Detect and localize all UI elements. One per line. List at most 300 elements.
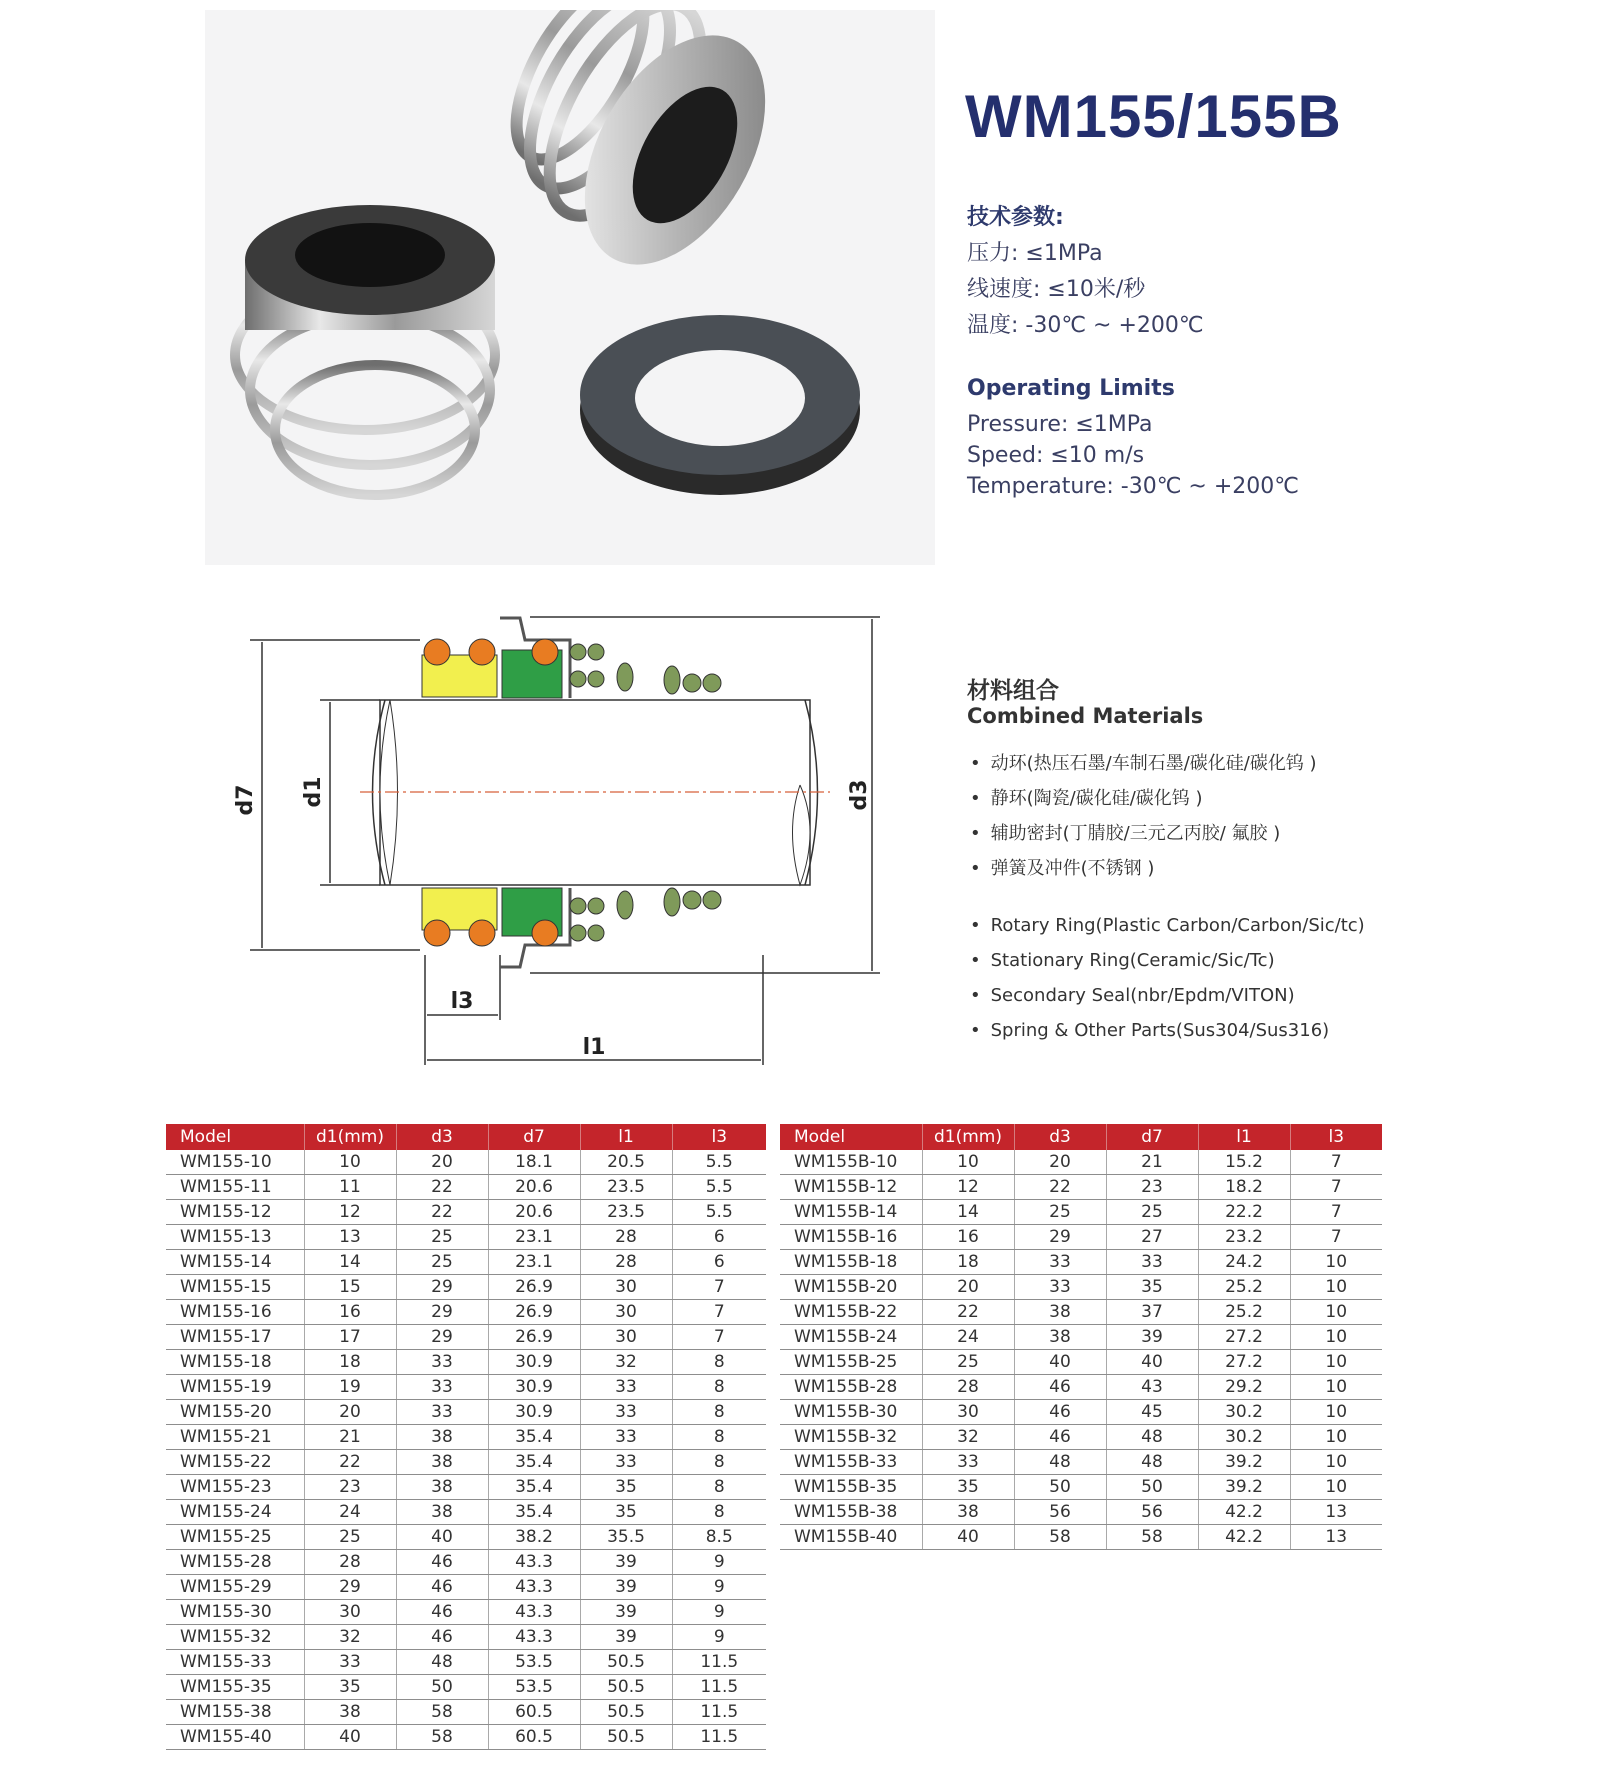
value-cell: 22 [396,1200,488,1225]
value-cell: 35 [304,1675,396,1700]
tech-params-heading: 技术参数: [967,205,1064,230]
value-cell: 25 [396,1225,488,1250]
table-row [780,1325,1382,1350]
value-cell: 33 [580,1375,672,1400]
value-cell: 10 [1290,1325,1382,1350]
model-cell: WM155B-20 [780,1275,922,1300]
model-cell: WM155-35 [166,1675,304,1700]
value-cell: 10 [1290,1275,1382,1300]
value-cell: 30.2 [1198,1425,1290,1450]
model-cell: WM155B-25 [780,1350,922,1375]
material-item: • Stationary Ring(Ceramic/Sic/Tc) [970,943,1365,978]
value-cell: 25 [304,1525,396,1550]
column-header: Model [780,1124,922,1150]
value-cell: 26.9 [488,1275,580,1300]
value-cell: 20.6 [488,1200,580,1225]
value-cell: 50.5 [580,1725,672,1750]
model-cell: WM155B-24 [780,1325,922,1350]
column-header: l1 [580,1124,672,1150]
material-item: • Secondary Seal(nbr/Epdm/VITON) [970,978,1365,1013]
value-cell: 25 [922,1350,1014,1375]
value-cell: 23 [1106,1175,1198,1200]
value-cell: 25.2 [1198,1275,1290,1300]
table-row [166,1675,766,1700]
table-row [780,1375,1382,1400]
value-cell: 26.9 [488,1325,580,1350]
table-row [166,1450,766,1475]
value-cell: 38 [396,1475,488,1500]
value-cell: 24 [304,1500,396,1525]
value-cell: 19 [304,1375,396,1400]
value-cell: 22 [1014,1175,1106,1200]
value-cell: 7 [672,1300,766,1325]
table-row [166,1550,766,1575]
table-row [166,1725,766,1750]
value-cell: 23.2 [1198,1225,1290,1250]
value-cell: 7 [672,1275,766,1300]
value-cell: 8 [672,1475,766,1500]
value-cell: 33 [1014,1250,1106,1275]
model-cell: WM155-21 [166,1425,304,1450]
value-cell: 28 [580,1250,672,1275]
label-l1: l1 [582,1035,606,1060]
value-cell: 10 [1290,1350,1382,1375]
table-row [166,1350,766,1375]
value-cell: 12 [922,1175,1014,1200]
model-cell: WM155B-28 [780,1375,922,1400]
model-cell: WM155B-33 [780,1450,922,1475]
table-row [780,1450,1382,1475]
table-row [166,1300,766,1325]
value-cell: 22 [396,1175,488,1200]
table-row [166,1275,766,1300]
value-cell: 39 [580,1600,672,1625]
stationary-head-photo [235,205,495,495]
table-row [166,1475,766,1500]
value-cell: 33 [580,1400,672,1425]
value-cell: 38 [1014,1300,1106,1325]
value-cell: 30 [922,1400,1014,1425]
seal-bottom-half [422,888,721,967]
value-cell: 40 [396,1525,488,1550]
value-cell: 14 [922,1200,1014,1225]
table-row [166,1600,766,1625]
value-cell: 46 [1014,1375,1106,1400]
value-cell: 43 [1106,1375,1198,1400]
value-cell: 10 [1290,1475,1382,1500]
value-cell: 33 [1014,1275,1106,1300]
value-cell: 24.2 [1198,1250,1290,1275]
value-cell: 6 [672,1250,766,1275]
value-cell: 40 [1014,1350,1106,1375]
value-cell: 29 [1014,1225,1106,1250]
model-cell: WM155-22 [166,1450,304,1475]
value-cell: 50 [1014,1475,1106,1500]
model-cell: WM155B-32 [780,1425,922,1450]
model-cell: WM155B-22 [780,1300,922,1325]
value-cell: 45 [1106,1400,1198,1425]
value-cell: 42.2 [1198,1500,1290,1525]
value-cell: 8 [672,1375,766,1400]
value-cell: 38 [396,1425,488,1450]
label-d7: d7 [233,784,258,816]
value-cell: 43.3 [488,1625,580,1650]
table-row [780,1475,1382,1500]
model-cell: WM155-29 [166,1575,304,1600]
column-header: l3 [672,1124,766,1150]
column-header: Model [166,1124,304,1150]
value-cell: 38 [1014,1325,1106,1350]
value-cell: 50.5 [580,1675,672,1700]
value-cell: 30 [580,1300,672,1325]
value-cell: 39 [580,1550,672,1575]
value-cell: 53.5 [488,1675,580,1700]
value-cell: 20 [1014,1150,1106,1175]
value-cell: 11.5 [672,1725,766,1750]
value-cell: 9 [672,1600,766,1625]
model-cell: WM155B-16 [780,1225,922,1250]
column-header: d1(mm) [922,1124,1014,1150]
value-cell: 18 [922,1250,1014,1275]
value-cell: 10 [1290,1450,1382,1475]
model-cell: WM155-16 [166,1300,304,1325]
table-row [166,1225,766,1250]
value-cell: 17 [304,1325,396,1350]
table-row [166,1425,766,1450]
model-cell: WM155B-30 [780,1400,922,1425]
materials-heading-cn: 材料组合 [967,678,1059,704]
label-l3: l3 [450,989,474,1014]
value-cell: 7 [1290,1150,1382,1175]
model-cell: WM155-38 [166,1700,304,1725]
value-cell: 16 [304,1300,396,1325]
value-cell: 18.1 [488,1150,580,1175]
value-cell: 10 [1290,1250,1382,1275]
label-d3: d3 [847,779,872,811]
model-cell: WM155-18 [166,1350,304,1375]
value-cell: 35.4 [488,1450,580,1475]
value-cell: 48 [1106,1450,1198,1475]
value-cell: 37 [1106,1300,1198,1325]
value-cell: 39.2 [1198,1450,1290,1475]
model-cell: WM155-32 [166,1625,304,1650]
wm155b-spec-table [780,1124,1382,1550]
value-cell: 8 [672,1400,766,1425]
model-cell: WM155-15 [166,1275,304,1300]
wm155-spec-table [166,1124,766,1750]
material-item: • 弹簧及冲件(不锈钢 ) [970,851,1317,886]
value-cell: 35 [580,1475,672,1500]
model-cell: WM155-40 [166,1725,304,1750]
model-cell: WM155-20 [166,1400,304,1425]
operating-limit-line: Pressure: ≤1MPa [967,412,1153,437]
table-row [780,1275,1382,1300]
value-cell: 8 [672,1425,766,1450]
value-cell: 15 [304,1275,396,1300]
value-cell: 42.2 [1198,1525,1290,1550]
value-cell: 25 [396,1250,488,1275]
value-cell: 15.2 [1198,1150,1290,1175]
value-cell: 7 [1290,1175,1382,1200]
value-cell: 30.9 [488,1350,580,1375]
value-cell: 50.5 [580,1650,672,1675]
value-cell: 16 [922,1225,1014,1250]
value-cell: 35 [580,1500,672,1525]
table-row [780,1175,1382,1200]
model-cell: WM155-11 [166,1175,304,1200]
materials-heading-en: Combined Materials [967,704,1204,728]
value-cell: 58 [396,1700,488,1725]
seal-cross-section-diagram [180,600,900,1080]
seal-photo-illustration [205,10,935,565]
model-cell: WM155B-12 [780,1175,922,1200]
value-cell: 10 [304,1150,396,1175]
table-row [780,1250,1382,1275]
value-cell: 28 [304,1550,396,1575]
table-row [166,1625,766,1650]
value-cell: 8 [672,1450,766,1475]
table-row [166,1325,766,1350]
value-cell: 7 [672,1325,766,1350]
value-cell: 12 [304,1200,396,1225]
value-cell: 35 [922,1475,1014,1500]
column-header: l1 [1198,1124,1290,1150]
table-row [166,1700,766,1725]
value-cell: 38 [922,1500,1014,1525]
operating-limit-line: Temperature: -30℃ ~ +200℃ [967,474,1299,499]
material-item: • Rotary Ring(Plastic Carbon/Carbon/Sic/tc) [970,908,1365,943]
value-cell: 40 [1106,1350,1198,1375]
value-cell: 30.9 [488,1400,580,1425]
value-cell: 46 [396,1550,488,1575]
value-cell: 18 [304,1350,396,1375]
value-cell: 14 [304,1250,396,1275]
material-item: • 静环(陶瓷/碳化硅/碳化钨 ) [970,781,1317,816]
value-cell: 10 [1290,1400,1382,1425]
value-cell: 27.2 [1198,1325,1290,1350]
value-cell: 23.1 [488,1250,580,1275]
value-cell: 20.6 [488,1175,580,1200]
value-cell: 20 [922,1275,1014,1300]
model-cell: WM155-17 [166,1325,304,1350]
value-cell: 10 [922,1150,1014,1175]
value-cell: 32 [580,1350,672,1375]
table-row [166,1400,766,1425]
value-cell: 56 [1106,1500,1198,1525]
value-cell: 33 [396,1400,488,1425]
table-row [166,1175,766,1200]
value-cell: 10 [1290,1425,1382,1450]
model-cell: WM155-25 [166,1525,304,1550]
table-row [166,1650,766,1675]
value-cell: 35 [1106,1275,1198,1300]
table-row [780,1500,1382,1525]
table-header-row [780,1124,1382,1150]
table-row [780,1525,1382,1550]
operating-limits-heading: Operating Limits [967,376,1175,401]
model-cell: WM155-28 [166,1550,304,1575]
tech-param-line: 温度: -30℃ ~ +200℃ [967,313,1204,338]
table-row [166,1575,766,1600]
model-cell: WM155B-35 [780,1475,922,1500]
value-cell: 30 [580,1325,672,1350]
value-cell: 38 [396,1500,488,1525]
value-cell: 46 [396,1575,488,1600]
model-cell: WM155B-38 [780,1500,922,1525]
value-cell: 33 [580,1425,672,1450]
value-cell: 46 [1014,1425,1106,1450]
value-cell: 58 [396,1725,488,1750]
value-cell: 33 [396,1375,488,1400]
value-cell: 35.5 [580,1525,672,1550]
value-cell: 48 [1106,1425,1198,1450]
value-cell: 13 [1290,1500,1382,1525]
value-cell: 50 [1106,1475,1198,1500]
materials-list-en [970,908,1365,1048]
value-cell: 32 [304,1625,396,1650]
value-cell: 11.5 [672,1675,766,1700]
model-cell: WM155B-18 [780,1250,922,1275]
value-cell: 43.3 [488,1600,580,1625]
column-header: d3 [396,1124,488,1150]
value-cell: 8 [672,1350,766,1375]
value-cell: 40 [304,1725,396,1750]
value-cell: 18.2 [1198,1175,1290,1200]
table-row [166,1250,766,1275]
value-cell: 39 [580,1625,672,1650]
table-row [780,1400,1382,1425]
value-cell: 7 [1290,1225,1382,1250]
tech-param-line: 压力: ≤1MPa [967,241,1103,266]
value-cell: 33 [304,1650,396,1675]
value-cell: 39 [580,1575,672,1600]
table-row [166,1200,766,1225]
material-item: • Spring & Other Parts(Sus304/Sus316) [970,1013,1365,1048]
value-cell: 30.2 [1198,1400,1290,1425]
shaft [360,700,830,885]
material-item: • 动环(热压石墨/车制石墨/碳化硅/碳化钨 ) [970,746,1317,781]
value-cell: 11.5 [672,1700,766,1725]
value-cell: 35.4 [488,1475,580,1500]
value-cell: 21 [1106,1150,1198,1175]
value-cell: 33 [1106,1250,1198,1275]
value-cell: 9 [672,1625,766,1650]
value-cell: 46 [396,1625,488,1650]
product-photo-panel [205,10,935,565]
page-title: WM155/155B [965,83,1342,150]
model-cell: WM155-24 [166,1500,304,1525]
table-row [780,1425,1382,1450]
table-row [780,1350,1382,1375]
label-d1: d1 [301,776,326,808]
table-row [166,1525,766,1550]
value-cell: 13 [1290,1525,1382,1550]
rubber-ring-photo [580,315,860,495]
column-header: l3 [1290,1124,1382,1150]
column-header: d7 [1106,1124,1198,1150]
model-cell: WM155-23 [166,1475,304,1500]
value-cell: 33 [580,1450,672,1475]
model-cell: WM155-30 [166,1600,304,1625]
value-cell: 27 [1106,1225,1198,1250]
value-cell: 20.5 [580,1150,672,1175]
value-cell: 38 [304,1700,396,1725]
table-row [780,1225,1382,1250]
value-cell: 25.2 [1198,1300,1290,1325]
tech-param-line: 线速度: ≤10米/秒 [967,277,1146,302]
value-cell: 8.5 [672,1525,766,1550]
value-cell: 53.5 [488,1650,580,1675]
value-cell: 30 [304,1600,396,1625]
value-cell: 38.2 [488,1525,580,1550]
rotary-seal-photo [491,10,802,296]
material-item: • 辅助密封(丁腈胶/三元乙丙胶/ 氟胶 ) [970,816,1317,851]
value-cell: 56 [1014,1500,1106,1525]
value-cell: 6 [672,1225,766,1250]
value-cell: 29 [396,1275,488,1300]
value-cell: 5.5 [672,1150,766,1175]
value-cell: 46 [396,1600,488,1625]
column-header: d7 [488,1124,580,1150]
value-cell: 39 [1106,1325,1198,1350]
value-cell: 20 [304,1400,396,1425]
table-row [166,1500,766,1525]
value-cell: 40 [922,1525,1014,1550]
column-header: d3 [1014,1124,1106,1150]
value-cell: 10 [1290,1375,1382,1400]
value-cell: 23.5 [580,1175,672,1200]
value-cell: 29 [396,1325,488,1350]
value-cell: 11 [304,1175,396,1200]
value-cell: 28 [922,1375,1014,1400]
value-cell: 23.1 [488,1225,580,1250]
value-cell: 5.5 [672,1200,766,1225]
value-cell: 29.2 [1198,1375,1290,1400]
model-cell: WM155-19 [166,1375,304,1400]
value-cell: 46 [1014,1400,1106,1425]
materials-list-cn [970,746,1317,886]
value-cell: 33 [396,1350,488,1375]
table-row [166,1375,766,1400]
value-cell: 9 [672,1575,766,1600]
value-cell: 24 [922,1325,1014,1350]
value-cell: 58 [1014,1525,1106,1550]
value-cell: 48 [1014,1450,1106,1475]
value-cell: 50 [396,1675,488,1700]
table-header-row [166,1124,766,1150]
value-cell: 33 [922,1450,1014,1475]
value-cell: 60.5 [488,1700,580,1725]
value-cell: 21 [304,1425,396,1450]
model-cell: WM155-14 [166,1250,304,1275]
table-row [780,1300,1382,1325]
value-cell: 26.9 [488,1300,580,1325]
value-cell: 22 [922,1300,1014,1325]
model-cell: WM155-10 [166,1150,304,1175]
value-cell: 39.2 [1198,1475,1290,1500]
value-cell: 8 [672,1500,766,1525]
value-cell: 23.5 [580,1200,672,1225]
value-cell: 48 [396,1650,488,1675]
value-cell: 29 [396,1300,488,1325]
value-cell: 11.5 [672,1650,766,1675]
model-cell: WM155B-14 [780,1200,922,1225]
value-cell: 20 [396,1150,488,1175]
table-row [780,1150,1382,1175]
value-cell: 30.9 [488,1375,580,1400]
table-row [166,1150,766,1175]
value-cell: 60.5 [488,1725,580,1750]
